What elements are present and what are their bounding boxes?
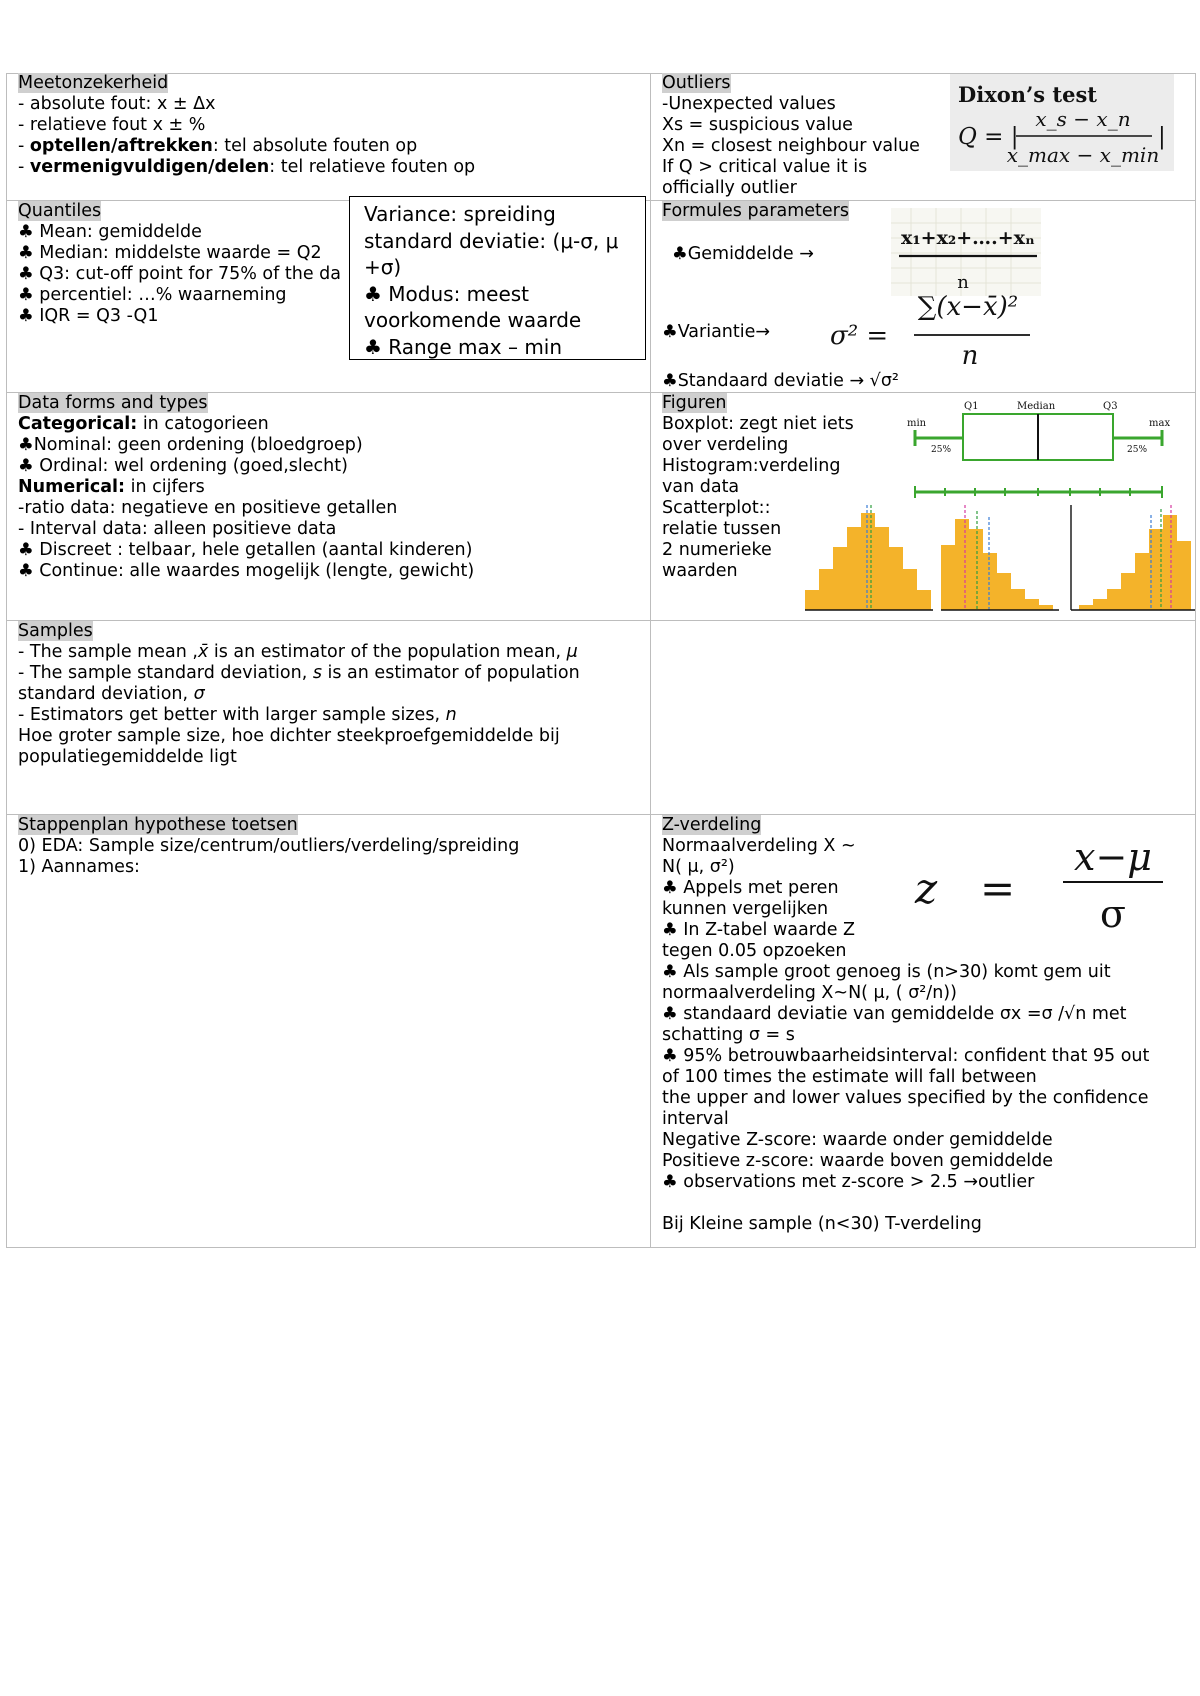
histogram-symmetric xyxy=(805,505,933,610)
text-line: ♣ IQR = Q3 -Q1 xyxy=(18,306,159,326)
box-p25-right: 25% xyxy=(1127,445,1148,455)
text-line: ♣ Q3: cut-off point for 75% of the da xyxy=(18,264,341,284)
text-line: N( μ, σ²) xyxy=(662,857,735,877)
text-line: standard deviation, σ xyxy=(18,684,205,704)
text-line: -Unexpected values xyxy=(662,94,836,114)
text-line: standard deviatie: (μ-σ, μ xyxy=(364,228,619,253)
text-line: Numerical: in cijfers xyxy=(18,477,205,497)
box-q3-label: Q3 xyxy=(1103,401,1118,412)
text-line: Variance: spreiding xyxy=(364,202,556,226)
histogram-right-skewed xyxy=(941,505,1059,610)
cell-meetonzekerheid xyxy=(18,73,475,178)
boxplot-illustration xyxy=(905,398,1171,506)
text-line: ♣ Ordinal: wel ordening (goed,slecht) xyxy=(18,456,348,476)
text-line: ♣Standaard deviatie → √σ² xyxy=(662,371,899,391)
text-line: Boxplot: zegt niet iets xyxy=(662,414,854,434)
variance-numerator: ∑(x−x̄)² xyxy=(917,292,1019,322)
text-line: the upper and lower values specified by the confidence xyxy=(662,1088,1149,1108)
box-max-label: max xyxy=(1149,418,1171,429)
text-line: ♣ Modus: meest xyxy=(364,281,530,306)
text-line: If Q > critical value it is xyxy=(662,157,868,177)
variance-denominator: n xyxy=(961,341,979,371)
text-line: Histogram:verdeling xyxy=(662,456,841,476)
text-line: schatting σ = s xyxy=(662,1025,795,1045)
text-line: ♣ Range max – min xyxy=(364,334,563,359)
text-line: ♣ Mean: gemiddelde xyxy=(18,222,202,242)
text-line: over verdeling xyxy=(662,435,789,455)
text-line: -ratio data: negatieve en positieve getallen xyxy=(18,498,398,518)
section-title: Z-verdeling xyxy=(662,815,762,835)
variance-formula xyxy=(830,287,1040,373)
cell-outliers xyxy=(662,73,920,199)
text-line: Hoe groter sample size, hoe dichter steekproefgemiddelde bij xyxy=(18,726,560,746)
text-line: ♣ standaard deviatie van gemiddelde σx =σ /√n met xyxy=(662,1004,1127,1024)
text-line: ♣ In Z-tabel waarde Z xyxy=(662,920,856,940)
text-line: kunnen vergelijken xyxy=(662,899,829,919)
histogram-illustrations xyxy=(805,505,1195,617)
dixon-test-formula xyxy=(950,74,1174,171)
text-line: - relatieve fout x ± % xyxy=(18,115,206,135)
text-line: tegen 0.05 opzoeken xyxy=(662,941,847,961)
box-min-label: min xyxy=(907,418,927,429)
text-line: - Interval data: alleen positieve data xyxy=(18,519,337,539)
histogram-left-skewed xyxy=(1071,505,1195,610)
text-line: officially outlier xyxy=(662,178,797,198)
mean-numerator: x₁+x₂+….+xₙ xyxy=(901,227,1035,249)
variance-lhs: σ² = xyxy=(830,321,889,351)
text-line: Categorical: in catogorieen xyxy=(18,414,269,434)
text-line: - Estimators get better with larger sample sizes, n xyxy=(18,705,457,725)
section-title: Formules parameters xyxy=(662,201,849,221)
section-title: Samples xyxy=(18,621,93,641)
text-line: - optellen/aftrekken: tel absolute fouten op xyxy=(18,136,418,156)
z-numerator: x−μ xyxy=(1074,835,1152,879)
text-line: Xn = closest neighbour value xyxy=(662,136,920,156)
text-line: van data xyxy=(662,477,740,497)
text-line: relatie tussen xyxy=(662,519,782,539)
dixon-end: | xyxy=(1158,124,1166,150)
box-q1-label: Q1 xyxy=(964,401,979,412)
cell-samples xyxy=(18,621,580,768)
text-line: ♣ Als sample groot genoeg is (n>30) komt gem uit xyxy=(662,962,1111,982)
box-median-label: Median xyxy=(1017,401,1056,412)
z-symbol: z xyxy=(915,864,938,913)
text-line: ♣ observations met z-score > 2.5 →outlier xyxy=(662,1172,1035,1192)
text-line: - The sample mean ,x̄ is an estimator of the population mean, μ xyxy=(18,642,578,662)
text-line: Positieve z-score: waarde boven gemiddelde xyxy=(662,1151,1053,1171)
blank-line xyxy=(662,1193,1149,1214)
text-line: ♣Gemiddelde → xyxy=(672,244,814,264)
text-line: 1) Aannames: xyxy=(18,857,140,877)
text-line: ♣Nominal: geen ordening (bloedgroep) xyxy=(18,435,363,455)
text-line: ♣Variantie→ xyxy=(662,322,771,342)
text-line: 0) EDA: Sample size/centrum/outliers/verdeling/spreiding xyxy=(18,836,520,856)
dixon-title: Dixon’s test xyxy=(958,82,1098,107)
text-line: ♣ Discreet : telbaar, hele getallen (aantal kinderen) xyxy=(18,540,473,560)
section-title: Quantiles xyxy=(18,201,102,221)
text-line: interval xyxy=(662,1109,729,1129)
text-line: Xs = suspicious value xyxy=(662,115,853,135)
variance-textbox xyxy=(349,196,646,360)
section-title: Meetonzekerheid xyxy=(18,73,169,93)
text-line: ♣ percentiel: …% waarneming xyxy=(18,285,287,305)
text-line: Scatterplot:: xyxy=(662,498,771,518)
dixon-denominator: x_max − x_min xyxy=(1006,143,1160,167)
text-line: Negative Z-score: waarde onder gemiddelde xyxy=(662,1130,1053,1150)
text-line: waarden xyxy=(662,561,738,581)
z-score-formula xyxy=(905,820,1195,944)
text-line: 2 numerieke xyxy=(662,540,772,560)
text-line: voorkomende waarde xyxy=(364,308,582,332)
section-title: Outliers xyxy=(662,73,731,93)
mean-denominator: n xyxy=(957,272,969,293)
dixon-q: Q = | xyxy=(958,124,1019,150)
cell-quantiles xyxy=(18,201,350,327)
text-line: populatiegemiddelde ligt xyxy=(18,747,237,767)
text-line: ♣ 95% betrouwbaarheidsinterval: confident that 95 out xyxy=(662,1046,1150,1066)
cell-stappenplan xyxy=(18,815,519,878)
column-divider xyxy=(650,73,651,1248)
text-line: ♣ Median: middelste waarde = Q2 xyxy=(18,243,322,263)
text-line: Bij Kleine sample (n<30) T-verdeling xyxy=(662,1214,982,1234)
dixon-numerator: x_s − x_n xyxy=(1035,107,1131,131)
section-title: Data forms and types xyxy=(18,393,208,413)
text-line: +σ) xyxy=(364,255,402,279)
text-line: - absolute fout: x ± Δx xyxy=(18,94,216,114)
text-line: - The sample standard deviation, s is an estimator of population xyxy=(18,663,580,683)
z-denominator: σ xyxy=(1100,892,1126,936)
z-equals: = xyxy=(980,864,1016,913)
section-title: Stappenplan hypothese toetsen xyxy=(18,815,298,835)
box-p25-left: 25% xyxy=(931,445,952,455)
text-line: ♣ Appels met peren xyxy=(662,878,839,898)
text-line: ♣ Continue: alle waardes mogelijk (lengte, gewicht) xyxy=(18,561,475,581)
cell-data-forms xyxy=(18,393,474,582)
text-line: normaalverdeling X~N( μ, ( σ²/n)) xyxy=(662,983,957,1003)
text-line: of 100 times the estimate will fall between xyxy=(662,1067,1037,1087)
section-title: Figuren xyxy=(662,393,727,413)
text-line: Normaalverdeling X ~ xyxy=(662,836,856,856)
text-line: - vermenigvuldigen/delen: tel relatieve fouten op xyxy=(18,157,476,177)
